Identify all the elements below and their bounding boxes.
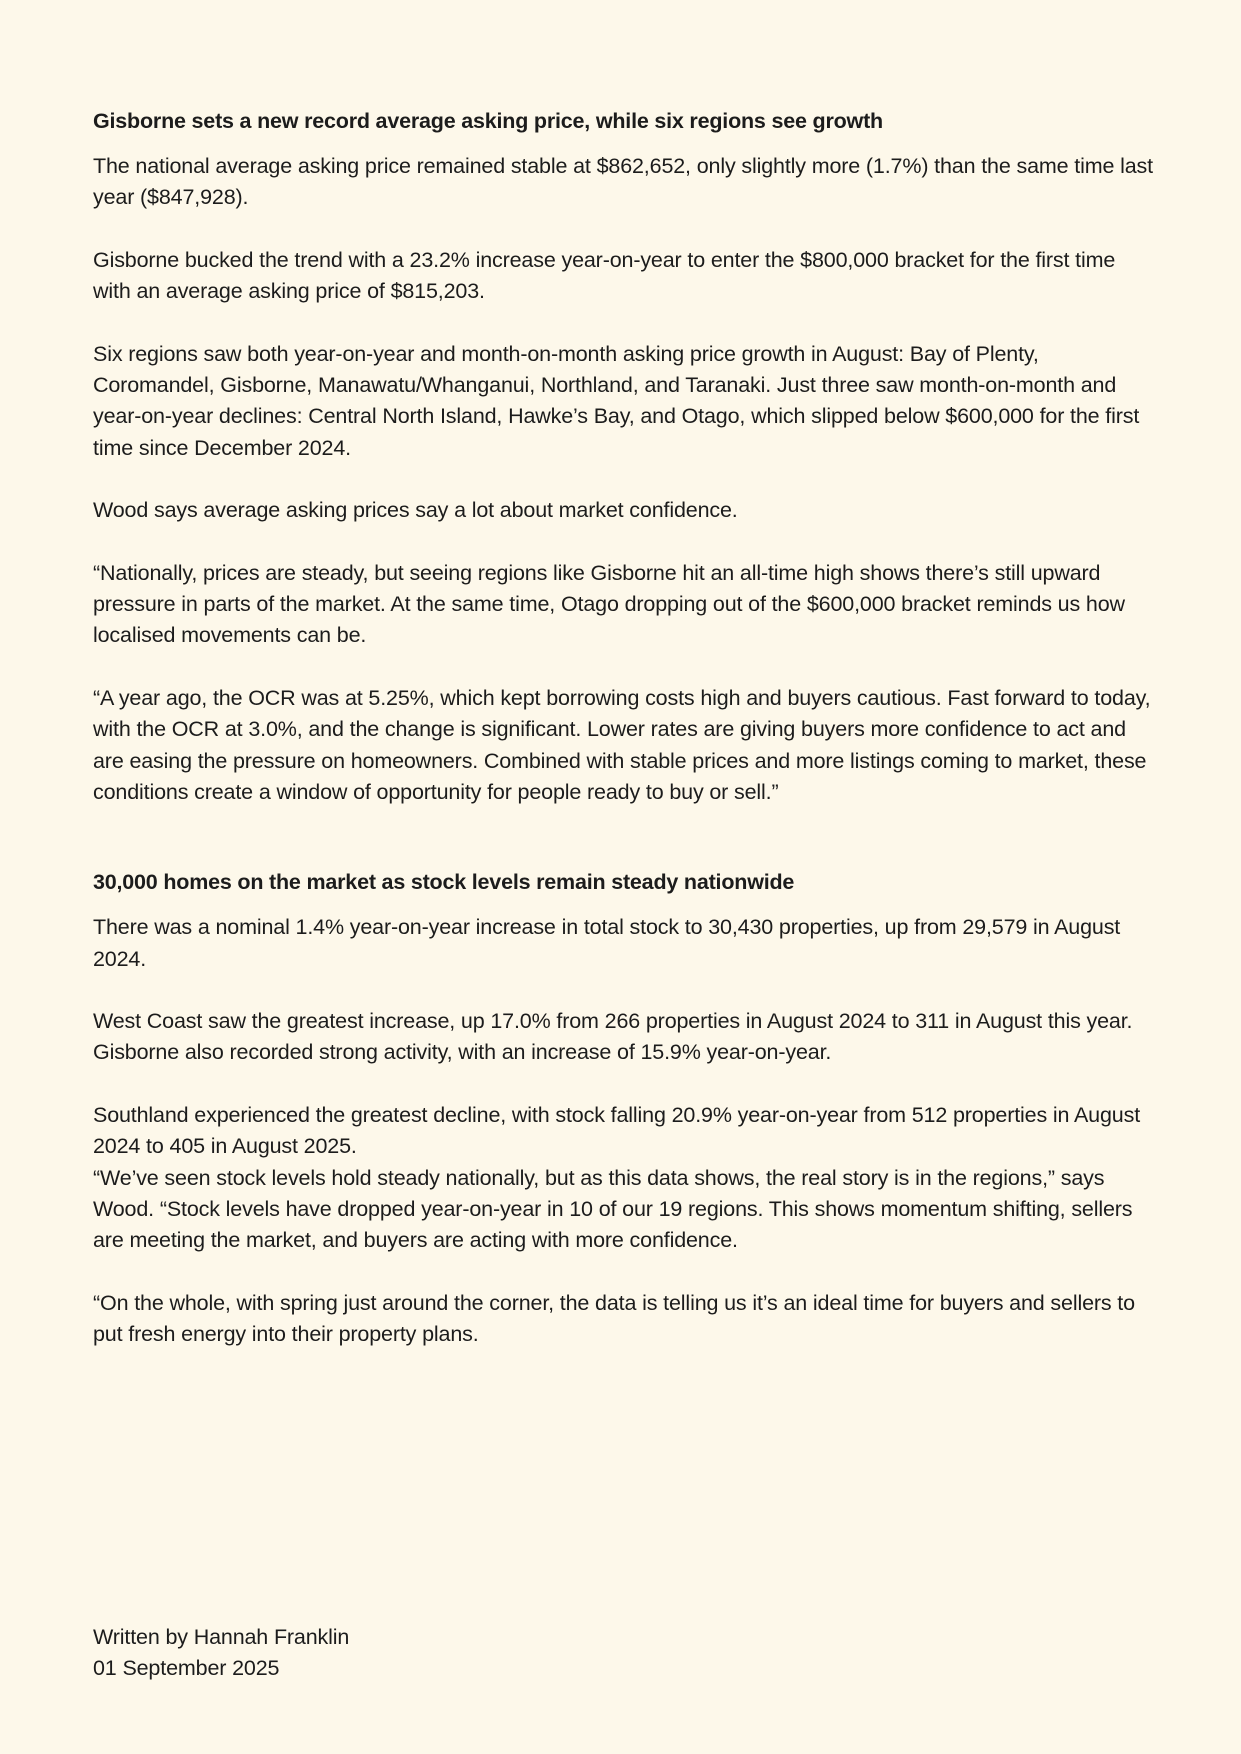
section-heading-stock-levels: 30,000 homes on the market as stock levels remain steady nationwide	[93, 870, 795, 895]
paragraph: “We’ve seen stock levels hold steady nationally, but as this data shows, the real story is in the regions,” says Wood. “Stock levels have dropped year-on-year in 10 of our 19 regions. This shows momentum shifting, sellers are meeting the market, and buyers are acting with more confidence.	[93, 1165, 1133, 1253]
paragraph: “On the whole, with spring just around the corner, the data is telling us it’s an ideal time for buyers and sellers to put fresh energy into their property plans.	[93, 1290, 1135, 1347]
paragraph: West Coast saw the greatest increase, up 17.0% from 266 properties in August 2024 to 311 in August this year. Gisborne also recorded strong activity, with an increase of 15.9% year-on-year.	[93, 1009, 1133, 1065]
paragraph: Wood says average asking prices say a lot about market confidence.	[93, 498, 738, 523]
article-footer	[93, 1622, 349, 1685]
paragraph: Six regions saw both year-on-year and month-on-month asking price growth in August: Bay of Plenty, Coromandel, Gisborne, Manawatu/Whanganui, Northland, and Taranaki. Just three saw month-on-month and year-on-year declines: Central North Island, Hawke’s Bay, and Otago, which slipped below $600,000 for the first time since December 2024.	[93, 341, 1140, 460]
paragraph: “Nationally, prices are steady, but seeing regions like Gisborne hit an all-time high shows there’s still upward pressure in parts of the market. At the same time, Otago dropping out of the $600,000 bracket reminds us how localised movements can be.	[93, 560, 1125, 648]
paragraph: Southland experienced the greatest decline, with stock falling 20.9% year-on-year from 512 properties in August 2024 to 405 in August 2025.	[93, 1103, 1141, 1159]
section-heading-asking-price: Gisborne sets a new record average asking price, while six regions see growth	[93, 109, 883, 133]
section-spacer	[93, 808, 1153, 836]
publish-date: 01 September 2025	[93, 1656, 280, 1681]
paragraph: There was a nominal 1.4% year-on-year increase in total stock to 30,430 properties, up from 29,579 in August 2024.	[93, 915, 1121, 971]
article-body	[93, 106, 1153, 1350]
paragraph: The national average asking price remained stable at $862,652, only slightly more (1.7%) than the same time last year ($847,928).	[93, 154, 1153, 210]
paragraph: “A year ago, the OCR was at 5.25%, which kept borrowing costs high and buyers cautious. Fast forward to today, with the OCR at 3.0%, and the change is significant. Lower rates are giving buyers more confidence to act and are easing the pressure on homeowners. Combined with stable prices and more listings coming to market, these conditions create a window of opportunity for people ready to buy or sell.”	[93, 686, 1151, 804]
author-byline: Written by Hannah Franklin	[93, 1625, 350, 1649]
paragraph: Gisborne bucked the trend with a 23.2% increase year-on-year to enter the $800,000 bracket for the first time with an average asking price of $815,203.	[93, 247, 1116, 304]
